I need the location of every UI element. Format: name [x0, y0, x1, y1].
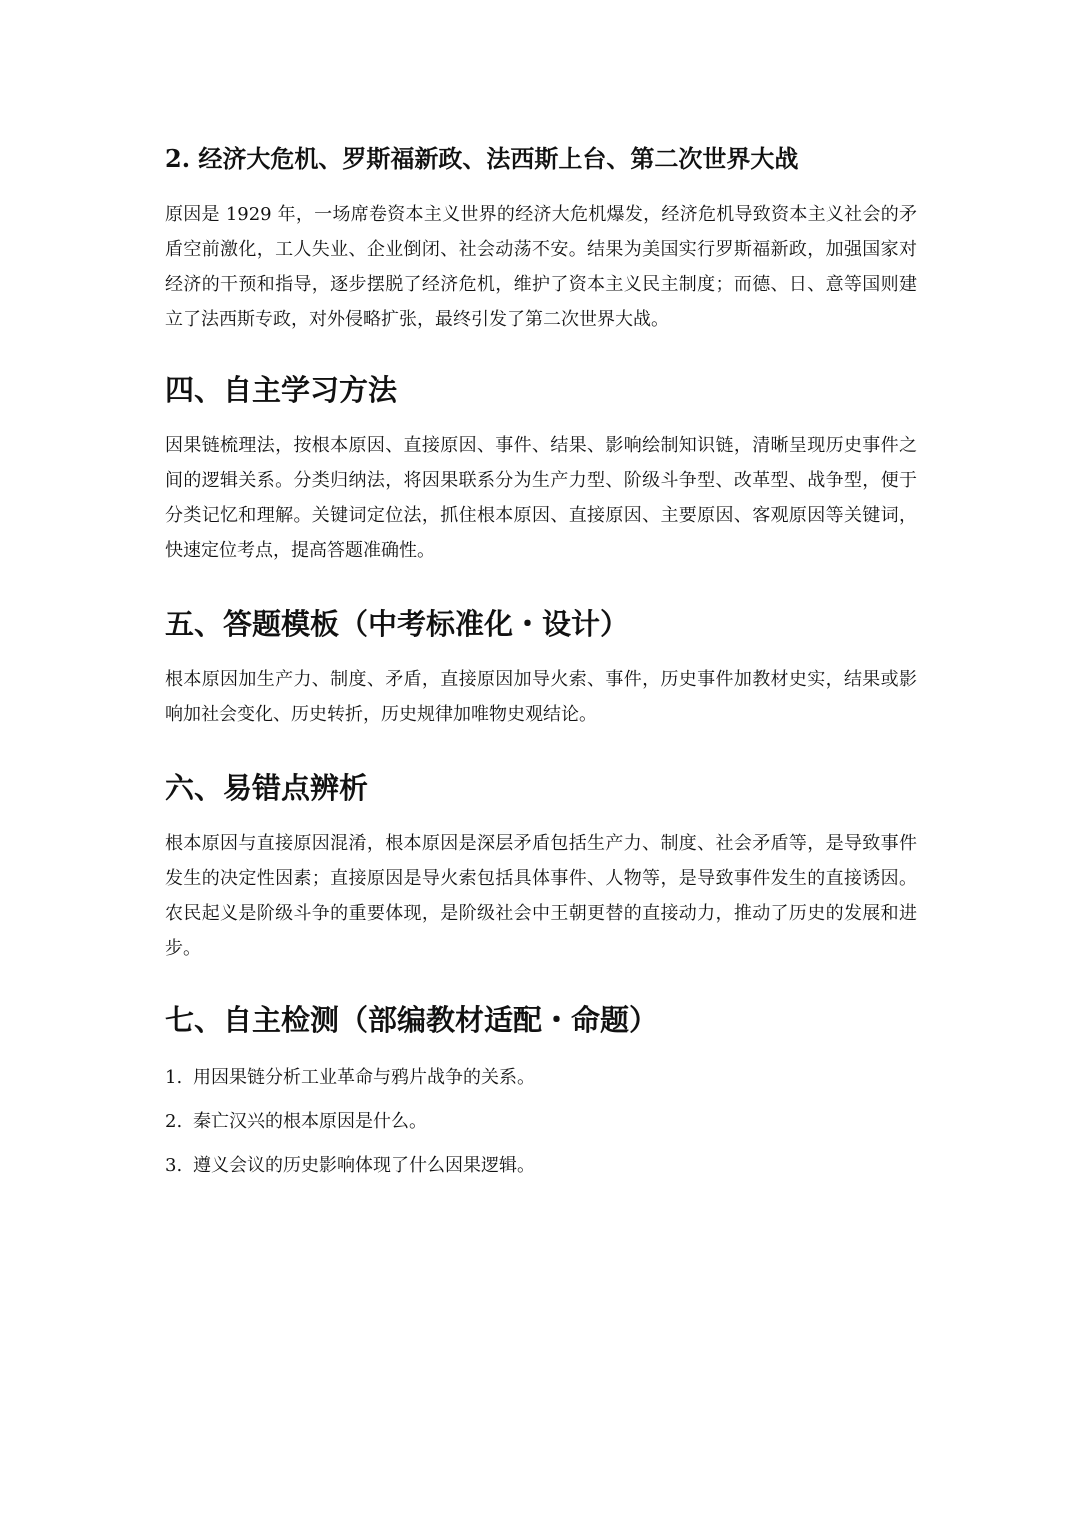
section-title-study-methods: 四、自主学习方法	[165, 373, 398, 407]
question-number: 2.	[165, 1111, 183, 1132]
section-title-common-mistakes: 六、易错点辨析	[165, 771, 369, 805]
section-title-self-test: 七、自主检测（部编教材适配・命题）	[165, 1003, 659, 1037]
list-item	[165, 1104, 535, 1140]
list-item	[165, 1060, 535, 1096]
question-text: 用因果链分析工业革命与鸦片战争的关系。	[193, 1067, 535, 1088]
question-number: 3.	[165, 1155, 183, 1176]
subsection-paragraph: 原因是 1929 年，一场席卷资本主义世界的经济大危机爆发，经济危机导致资本主义社会的矛盾空前激化，工人失业、企业倒闭、社会动荡不安。结果为美国实行罗斯福新政，加强国家对经济的干预和指导，逐步摆脱了经济危机，维护了资本主义民主制度；而德、日、意等国则建立了法西斯专政，对外侵略扩张，最终引发了第二次世界大战。	[165, 204, 917, 330]
question-list	[165, 1060, 535, 1192]
section-paragraph-study-methods: 因果链梳理法，按根本原因、直接原因、事件、结果、影响绘制知识链，清晰呈现历史事件之间的逻辑关系。分类归纳法，将因果联系分为生产力型、阶级斗争型、改革型、战争型，便于分类记忆和理解。关键词定位法，抓住根本原因、直接原因、主要原因、客观原因等关键词，快速定位考点，提高答题准确性。	[165, 435, 917, 561]
question-text: 秦亡汉兴的根本原因是什么。	[193, 1111, 427, 1132]
question-text: 遵义会议的历史影响体现了什么因果逻辑。	[193, 1155, 535, 1176]
section-paragraph-answer-template: 根本原因加生产力、制度、矛盾，直接原因加导火索、事件，历史事件加教材史实，结果或影响加社会变化、历史转折，历史规律加唯物史观结论。	[165, 669, 917, 725]
section-title-answer-template: 五、答题模板（中考标准化・设计）	[165, 607, 630, 641]
subsection-title: 2. 经济大危机、罗斯福新政、法西斯上台、第二次世界大战	[165, 144, 799, 173]
question-number: 1.	[165, 1067, 183, 1088]
section-paragraph-common-mistakes: 根本原因与直接原因混淆，根本原因是深层矛盾包括生产力、制度、社会矛盾等，是导致事件发生的决定性因素；直接原因是导火索包括具体事件、人物等，是导致事件发生的直接诱因。农民起义是阶级斗争的重要体现，是阶级社会中王朝更替的直接动力，推动了历史的发展和进步。	[165, 833, 917, 959]
list-item	[165, 1148, 535, 1184]
